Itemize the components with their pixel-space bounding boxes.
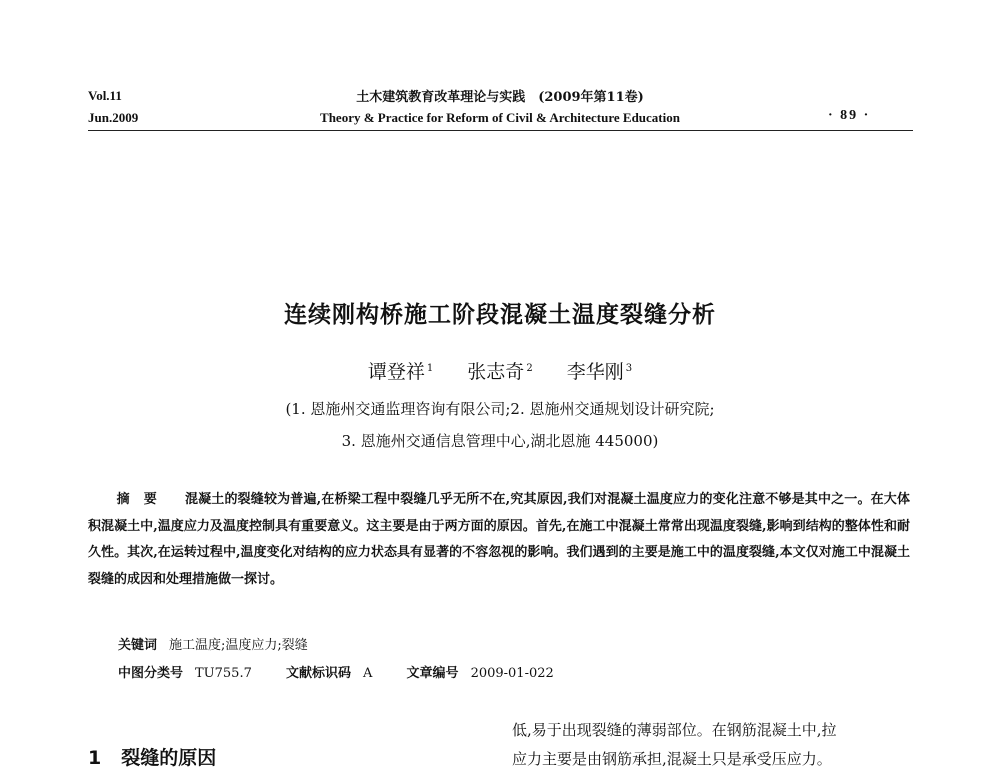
author-affiliation-mark: 2 — [526, 362, 533, 374]
article-number-label: 文章编号 — [406, 666, 459, 681]
author-name: 李华刚 — [566, 361, 624, 383]
author-affiliation-mark: 3 — [625, 362, 633, 374]
clc-label: 中图分类号 — [118, 666, 184, 681]
journal-volume: Vol.11 — [88, 88, 122, 103]
author-name: 张志奇 — [467, 361, 525, 383]
section-title: 裂缝的原因 — [121, 747, 217, 769]
classification-line — [118, 662, 554, 681]
keywords-text: 施工温度;温度应力;裂缝 — [169, 638, 308, 653]
affiliation-line: (1. 恩施州交通监理咨询有限公司;2. 恩施州交通规划设计研究院; — [285, 400, 715, 418]
paper-title: 连续刚构桥施工阶段混凝土温度裂缝分析 — [284, 302, 716, 328]
section-number: 1 — [88, 747, 102, 769]
author — [567, 361, 632, 383]
right-column-text-line: 应力主要是由钢筋承担,混凝土只是承受压应力。 — [512, 750, 832, 768]
abstract-label: 摘要 — [116, 492, 171, 507]
doc-code-label: 文献标识码 — [286, 666, 352, 681]
author-affiliation-mark: 1 — [426, 362, 434, 374]
clc-value: TU755.7 — [195, 666, 252, 681]
abstract-text: 混凝土的裂缝较为普遍,在桥梁工程中裂缝几乎无所不在,究其原因,我们对混凝土温度应力的变化注意不够是其中之一。在大体积混凝土中,温度应力及温度控制具有重要意义。这主要是由于两方面的原因。首先,在施工中混凝土常常出现温度裂缝,影响到结构的整体性和耐久性。其次,在运转过程中,温度变化对结构的应力状态具有显著的不容忽视的影响。我们遇到的主要是施工中的温度裂缝,本文仅对施工中混凝土裂缝的成因和处理措施做一探讨。 — [88, 492, 910, 587]
right-column-text-line: 低,易于出现裂缝的薄弱部位。在钢筋混凝土中,拉 — [512, 721, 837, 739]
article-number-value: 2009-01-022 — [470, 666, 554, 681]
journal-title-en: Theory & Practice for Reform of Civil & Architecture Education — [320, 110, 680, 125]
journal-date: Jun.2009 — [88, 110, 139, 125]
journal-title-cn: 土木建筑教育改革理论与实践 (2009年第11卷) — [356, 90, 644, 105]
keywords-line — [118, 634, 308, 653]
doc-code-value: A — [363, 666, 373, 681]
page-number: · 89 · — [828, 108, 871, 123]
author — [467, 361, 532, 383]
header-rule — [88, 130, 913, 131]
affiliation-line: 3. 恩施州交通信息管理中心,湖北恩施 445000) — [341, 432, 659, 450]
author-list — [0, 357, 1000, 384]
abstract — [88, 487, 910, 593]
section-heading — [88, 743, 216, 770]
author — [368, 361, 433, 383]
author-name: 谭登祥 — [367, 361, 425, 383]
keywords-label: 关键词 — [118, 638, 158, 653]
